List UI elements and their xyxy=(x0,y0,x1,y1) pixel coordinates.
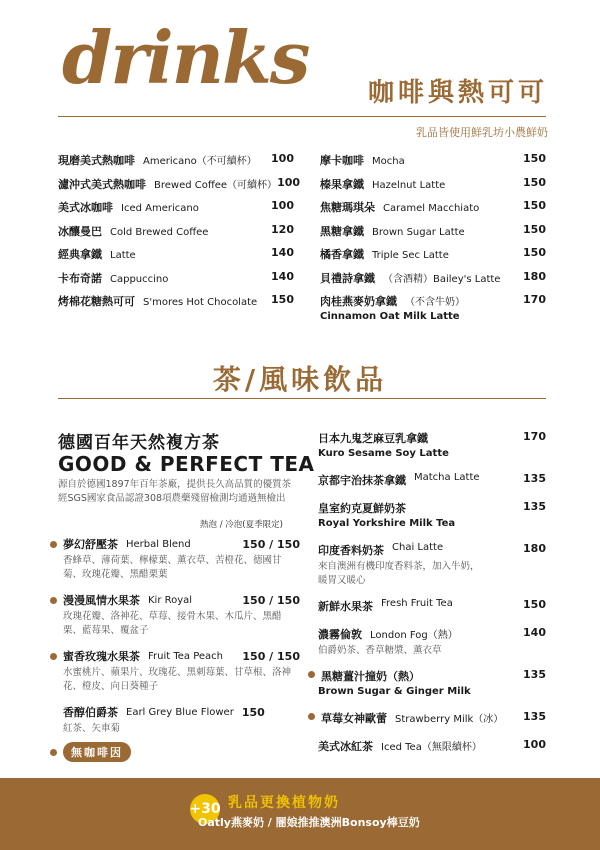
tea-item: 黑糖薑汁撞奶（熱） 135 Brown Sugar & Ginger Milk xyxy=(308,668,546,697)
tea-item: 美式冰紅茶 Iced Tea（無限續杯） 100 xyxy=(318,738,546,753)
menu-item: 濾沖式美式熱咖啡 Brewed Coffee（可續杯） 100 xyxy=(58,175,301,191)
divider xyxy=(58,116,546,117)
menu-item: 黑糖拿鐵 Brown Sugar Latte 150 xyxy=(320,222,546,238)
coffee-list-left xyxy=(58,152,301,317)
hot-cold-note: 熱泡 / 冷泡(夏季限定) xyxy=(200,520,283,530)
plant-milk-footer xyxy=(0,778,600,850)
coffee-section-title: 咖啡與熱可可 xyxy=(367,78,548,108)
milk-note: 乳品皆使用鮮乳坊小農鮮奶 xyxy=(416,126,548,139)
menu-item: 摩卡咖啡 Mocha 150 xyxy=(320,152,546,167)
bullet-dot xyxy=(50,653,57,660)
menu-item: 卡布奇諾 Cappuccino 140 xyxy=(58,269,294,285)
menu-item: 冰釀曼巴 Cold Brewed Coffee 120 xyxy=(58,222,294,238)
tea-brand-zh: 德國百年天然複方茶 xyxy=(58,433,220,453)
tea-item: 夢幻舒壓茶 Herbal Blend 150 / 150 香蜂草、薄荷葉、檸檬葉、薰衣草、苦橙花、德國甘菊、玫瑰花瓣、黑醋栗葉 xyxy=(50,536,300,582)
bullet-dot xyxy=(50,597,57,604)
footer-line2: Oatly燕麥奶 / 闇娘推推澳洲Bonsoy棒豆奶 xyxy=(198,816,420,829)
menu-item: 烤棉花糖熱可可 S'mores Hot Chocolate 150 xyxy=(58,293,294,308)
tea-item: 日本九鬼芝麻豆乳拿鐵 170 Kuro Sesame Soy Latte xyxy=(318,430,546,459)
bullet-dot xyxy=(50,541,57,548)
bullet-dot xyxy=(308,671,315,678)
menu-item: 經典拿鐵 Latte 140 xyxy=(58,246,294,261)
menu-item: 肉桂燕麥奶拿鐵 （不含牛奶） Cinnamon Oat Milk Latte 170 xyxy=(320,293,546,322)
tea-item: 蜜香玫瑰水果茶 Fruit Tea Peach 150 / 150 水蜜桃片、蘋果片、玫瑰花、黑刺莓葉、甘草根、洛神花、橙皮、向日葵種子 xyxy=(50,648,300,694)
tea-item: 京都宇治抹茶拿鐵 Matcha Latte 135 xyxy=(318,472,546,487)
caffeine-free-badge: 無咖啡因 xyxy=(50,742,131,762)
tea-item: 印度香料奶茶 Chai Latte 180 來自澳洲有機印度香料茶，加入牛奶，暖胃又暖心 xyxy=(318,542,546,586)
bullet-dot xyxy=(50,749,57,756)
tea-item: 漫漫風情水果茶 Kir Royal 150 / 150 玫瑰花瓣、洛神花、草莓、接骨木果、木瓜片、黑醋栗、藍莓果、覆盆子 xyxy=(50,592,300,638)
tea-item: 皇室約克夏鮮奶茶 135 Royal Yorkshire Milk Tea xyxy=(318,500,546,529)
footer-line1: 乳品更換植物奶 xyxy=(228,795,340,811)
tea-item: 草莓女神歐蕾 Strawberry Milk（冰） 135 xyxy=(308,710,546,726)
tea-brand-en: GOOD & PERFECT TEA xyxy=(58,452,315,476)
menu-item: 美式冰咖啡 Iced Americano 100 xyxy=(58,199,294,214)
tea-item: 香醇伯爵茶 Earl Grey Blue Flower 150 紅茶、矢車菊 xyxy=(63,705,265,734)
tea-brand-description: 源自於德國1897年百年茶廠，提供長久高品質的優質茶經SGS國家食品認證308項農藥殘留檢測均通過無檢出 xyxy=(58,479,292,504)
menu-item: 現磨美式熱咖啡 Americano（不可續杯） 100 xyxy=(58,152,294,167)
tea-item: 濃霧倫敦 London Fog（熱） 140 伯爵奶茶、香草糖漿、薰衣草 xyxy=(318,626,546,656)
bullet-dot xyxy=(308,713,315,720)
menu-item: 榛果拿鐵 Hazelnut Latte 150 xyxy=(320,175,546,191)
plus-price-badge: +30 xyxy=(190,794,220,824)
drinks-logo: drinks xyxy=(62,15,309,100)
menu-item: 橘香拿鐵 Triple Sec Latte 150 xyxy=(320,246,546,261)
menu-item: 貝禮詩拿鐵 （含酒精）Bailey's Latte 180 xyxy=(320,269,546,285)
tea-item: 新鮮水果茶 Fresh Fruit Tea 150 xyxy=(318,598,546,613)
coffee-list-right xyxy=(320,152,546,329)
tea-section-title: 茶/風味飲品 xyxy=(212,363,388,396)
menu-item: 焦糖瑪琪朵 Caramel Macchiato 150 xyxy=(320,199,546,214)
divider xyxy=(58,398,546,399)
